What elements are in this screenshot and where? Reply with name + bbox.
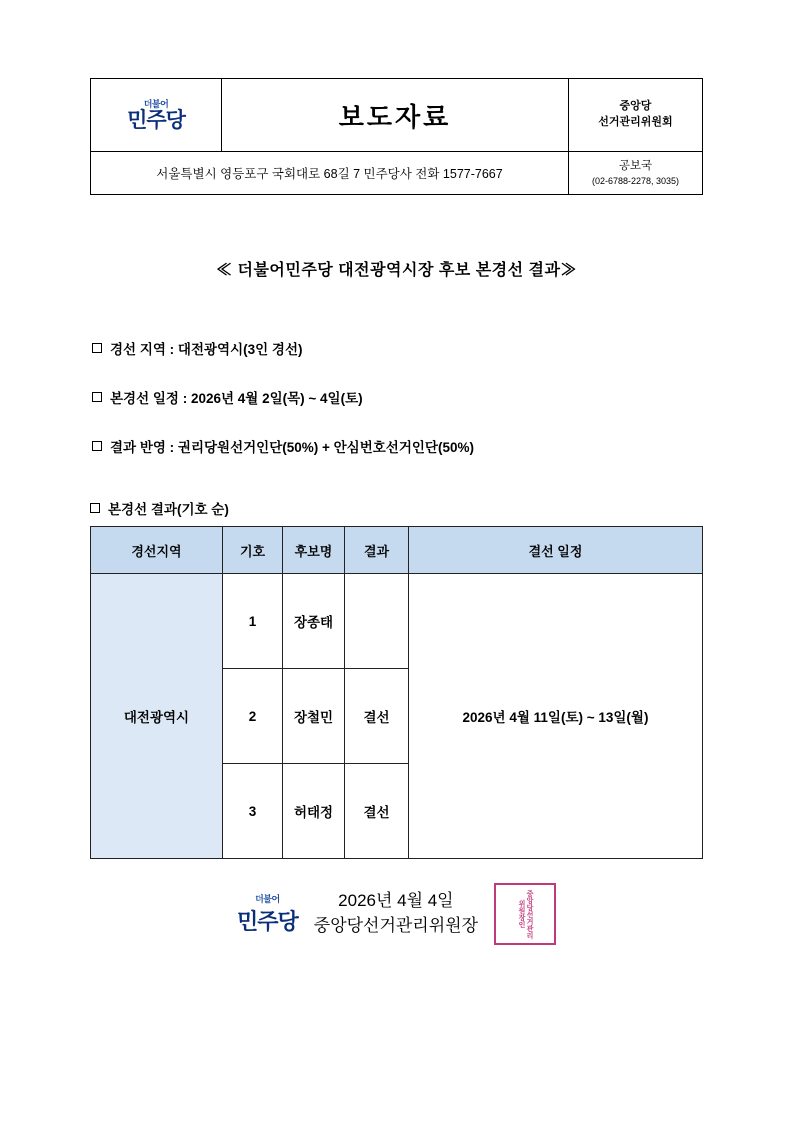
- letterhead-top-row: [91, 79, 702, 151]
- party-logo-big-text: 민주당: [127, 108, 185, 132]
- cell-runoff-schedule: 2026년 4월 11일(토) ~ 13일(월): [409, 574, 703, 859]
- document-type-title: 보도자료: [222, 79, 569, 151]
- square-bullet-icon: [90, 503, 100, 513]
- press-office-name: 공보국: [618, 160, 653, 173]
- press-office-block: [569, 152, 702, 194]
- cell-number: 3: [223, 764, 283, 859]
- committee-line-1: 중앙당: [619, 100, 652, 113]
- signature-signer: 중앙당선거관리위원장: [313, 916, 478, 935]
- committee-block: [569, 79, 702, 151]
- cell-number: 2: [223, 669, 283, 764]
- col-header-candidate: 후보명: [283, 527, 345, 574]
- cell-candidate: 장철민: [283, 669, 345, 764]
- cell-result: 결선: [345, 669, 409, 764]
- results-table: [90, 526, 703, 859]
- square-bullet-icon: [92, 343, 102, 353]
- bullet-item-schedule: [92, 387, 703, 407]
- signature-text: [314, 889, 478, 938]
- col-header-number: 기호: [223, 527, 283, 574]
- cell-region: 대전광역시: [91, 574, 223, 859]
- page-title: ≪ 더불어민주당 대전광역시장 후보 본경선 결과≫: [216, 262, 577, 279]
- signature-date: 2026년 4월 4일: [338, 891, 454, 911]
- col-header-runoff-schedule: 결선 일정: [409, 527, 703, 574]
- letterhead-bottom-row: [91, 151, 702, 194]
- signature-block: [90, 883, 703, 945]
- cell-candidate: 장종태: [283, 574, 345, 669]
- footer-party-logo: [237, 892, 298, 936]
- footer-logo-small-text: 더불어: [255, 894, 280, 904]
- cell-candidate: 허태정: [283, 764, 345, 859]
- bullet-text: 본경선 일정 : 2026년 4월 2일(목) ~ 4일(토): [110, 391, 363, 406]
- col-header-region: 경선지역: [91, 527, 223, 574]
- square-bullet-icon: [92, 392, 102, 402]
- official-seal-stamp: 중앙당선거관리위원장인: [494, 883, 556, 945]
- committee-line-2: 선거관리위원회: [598, 116, 673, 128]
- office-address: 서울특별시 영등포구 국회대로 68길 7 민주당사 전화 1577-7667: [91, 152, 569, 194]
- party-logo-small-text: 더불어: [143, 98, 169, 109]
- party-logo-mark: [127, 100, 185, 131]
- letterhead: [90, 78, 703, 195]
- results-section-label: [90, 498, 703, 518]
- footer-logo-big-text: 민주당: [237, 909, 298, 934]
- cell-number: 1: [223, 574, 283, 669]
- bullet-list: [90, 338, 703, 456]
- bullet-item-region: [92, 338, 703, 358]
- results-section-label-text: 본경선 결과(기호 순): [108, 502, 229, 517]
- party-logo: [91, 79, 222, 151]
- table-header-row: [91, 527, 703, 574]
- bullet-text: 경선 지역 : 대전광역시(3인 경선): [110, 342, 303, 357]
- bullet-item-weighting: [92, 436, 703, 456]
- cell-result: 결선: [345, 764, 409, 859]
- square-bullet-icon: [92, 441, 102, 451]
- cell-result: [345, 574, 409, 669]
- col-header-result: 결과: [345, 527, 409, 574]
- bullet-text: 결과 반영 : 권리당원선거인단(50%) + 안심번호선거인단(50%): [110, 440, 474, 455]
- press-office-phone: (02-6788-2278, 3035): [591, 175, 680, 186]
- table-row: [91, 574, 703, 669]
